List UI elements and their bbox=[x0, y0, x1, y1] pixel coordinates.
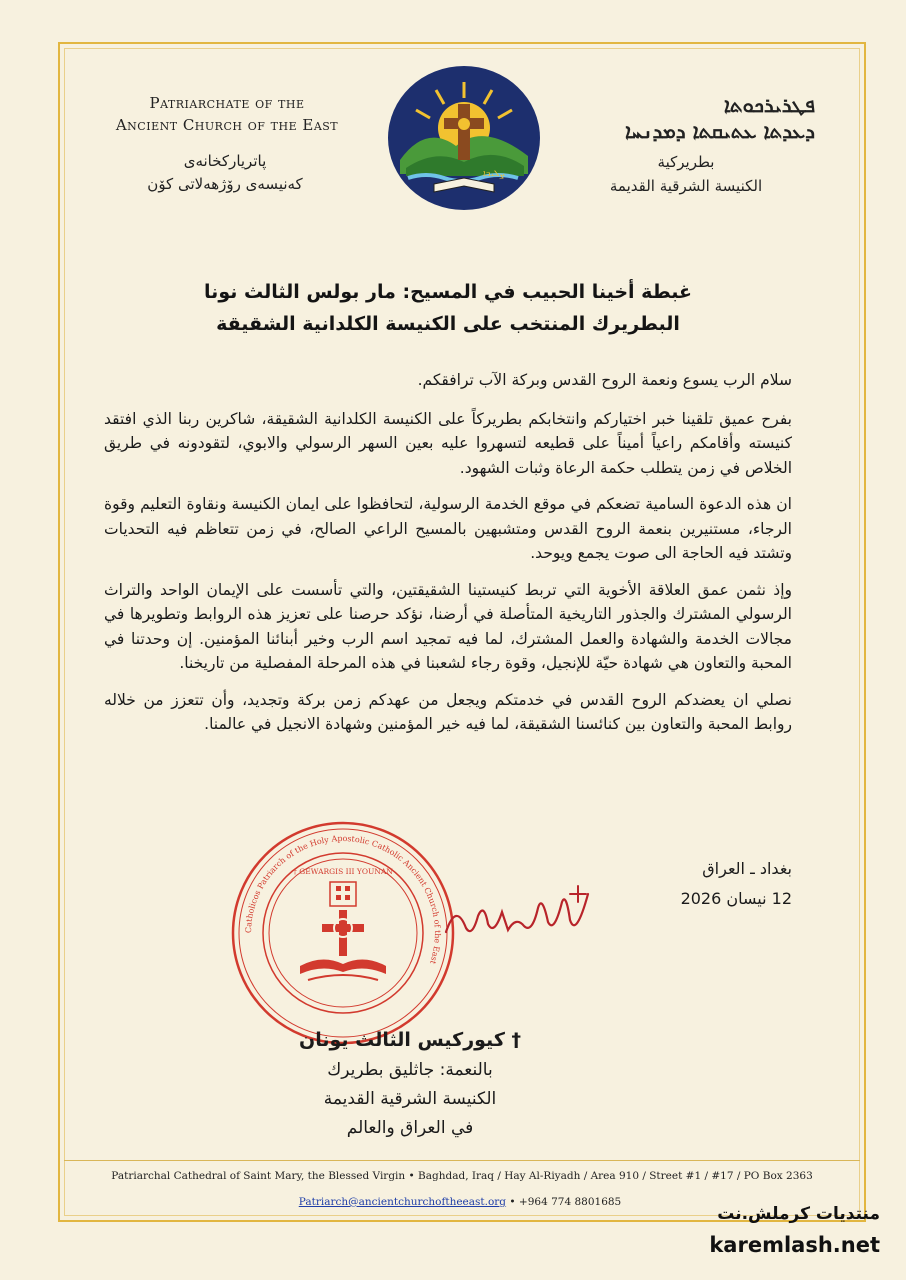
header-english-line1: Patriarchate of the bbox=[149, 94, 305, 112]
footer-address: Patriarchal Cathedral of Saint Mary, the Blessed Virgin • Baghdad, Iraq / Hay Al-Riyadh / Area 910 / Street #1 / #17 / PO Box 2363 bbox=[111, 1170, 813, 1182]
signatory-title-1: بالنعمة: جاثليق بطريرك bbox=[327, 1060, 493, 1080]
seal-ring-text: Catholicos Patriarch of the Holy Apostolic Catholic Ancient Church of the East bbox=[243, 833, 443, 966]
header-syriac bbox=[585, 92, 815, 144]
letter-body bbox=[104, 368, 792, 749]
header-arabic-line1: بطريركية bbox=[657, 153, 715, 171]
header-arabic bbox=[585, 150, 787, 198]
signatory-block bbox=[250, 1024, 570, 1143]
header-arabic-line2: الكنيسة الشرقية القديمة bbox=[609, 177, 763, 195]
official-seal bbox=[230, 820, 456, 1046]
seal-inner-text: † GEWARGIS III YOUNAN bbox=[293, 867, 393, 876]
watermark-arabic: منتديات كرملش.نت bbox=[717, 1204, 880, 1224]
handwritten-signature bbox=[438, 872, 598, 952]
signatory-title-2: الكنيسة الشرقية القديمة bbox=[323, 1089, 497, 1109]
signatory-title-3: في العراق والعالم bbox=[346, 1118, 474, 1138]
header-syriac-line2: ܕܥܕܬܐ ܥܬܝܩܬܐ ܕܡܕܢܚܐ bbox=[624, 119, 815, 143]
footer-email-link[interactable]: Patriarch@ancientchurchoftheeast.org bbox=[298, 1196, 507, 1208]
watermark-english: karemlash.net bbox=[709, 1233, 880, 1257]
letter-title bbox=[170, 276, 726, 340]
title-line2: البطريرك المنتخب على الكنيسة الكلدانية الشقيقة bbox=[216, 313, 680, 335]
date: 12 نيسان 2026 bbox=[680, 889, 792, 908]
footer-contact bbox=[200, 1194, 720, 1210]
header-english-line2: Ancient Church of the East bbox=[115, 116, 339, 134]
footer-divider bbox=[64, 1160, 860, 1161]
title-line1: غبطة أخينا الحبيب في المسيح: مار بولس الثالث نونا bbox=[204, 281, 692, 303]
header-syriac-line1: ܦܛܪܝܪܟܘܬܐ bbox=[723, 93, 815, 117]
place: بغداد ـ العراق bbox=[702, 859, 792, 878]
header-kurdish bbox=[100, 150, 350, 196]
logo-text: ܨܠܝܒܐ bbox=[482, 169, 506, 179]
footer-phone: • +964 774 8801685 bbox=[509, 1196, 622, 1208]
paragraph-1: بفرح عميق تلقينا خبر اختياركم وانتخابكم بطريركاً على الكنيسة الكلدانية الشقيقة، شاكرين ربنا الذي افتقد كنيسته وأقامكم راعياً أميناً على قطيعه لتسهروا عليه بعين السهر الرسولي والابوي، لتقودونه في طريق الخلاص في زمن يتطلب حكمة الرعاة وثبات الشهود. bbox=[104, 409, 792, 477]
paragraph-4: نصلي ان يعضدكم الروح القدس في خدمتكم ويجعل من عهدكم زمن بركة وتجديد، وأن تتعزز من خلاله روابط المحبة والتعاون بين كنائسنا الشقيقة، لما فيه خير المؤمنين وشهادة الانجيل في عالمنا. bbox=[104, 690, 792, 733]
header-kurdish-line1: پاتریارکخانەی bbox=[183, 152, 267, 170]
header-kurdish-line2: کەنیسەی رۆژهەلاتی کۆن bbox=[147, 175, 303, 193]
signatory-name: † كيوركيس الثالث يونان bbox=[299, 1029, 521, 1051]
header-english bbox=[92, 92, 362, 136]
greeting: سلام الرب يسوع ونعمة الروح القدس وبركة الآب ترافقكم. bbox=[417, 371, 792, 389]
paragraph-3: وإذ نثمن عمق العلاقة الأخوية التي تربط كنيستينا الشقيقتين، والتي تأسست على الإيمان الواحد والتراث الرسولي المشترك والجذور التاريخية المتأصلة في أرضنا، نؤكد حرصنا على تعزيز هذه الروابط وتطويرها في مجالات الخدمة والشهادة والعمل المشترك، لما فيه تمجيد اسم الرب وخير أبنائنا المؤمنين. إن وحدتنا في المحبة والتعاون هي شهادة حيّة للإنجيل، وقوة رجاء لشعبنا في هذه المرحلة المفصلية من تاريخنا. bbox=[104, 580, 792, 672]
paragraph-2: ان هذه الدعوة السامية تضعكم في موقع الخدمة الرسولية، لتحافظوا على ايمان الكنيسة ونقاوة التعليم وقوة الرجاء، مستنيرين بنعمة الروح القدس ومتشبهين بالمسيح الراعي الصالح، في زمن تتعاظم فيه التحديات وتشتد فيه الحاجة الى صوت يجمع ويوحد. bbox=[104, 495, 792, 562]
church-logo bbox=[386, 64, 542, 212]
